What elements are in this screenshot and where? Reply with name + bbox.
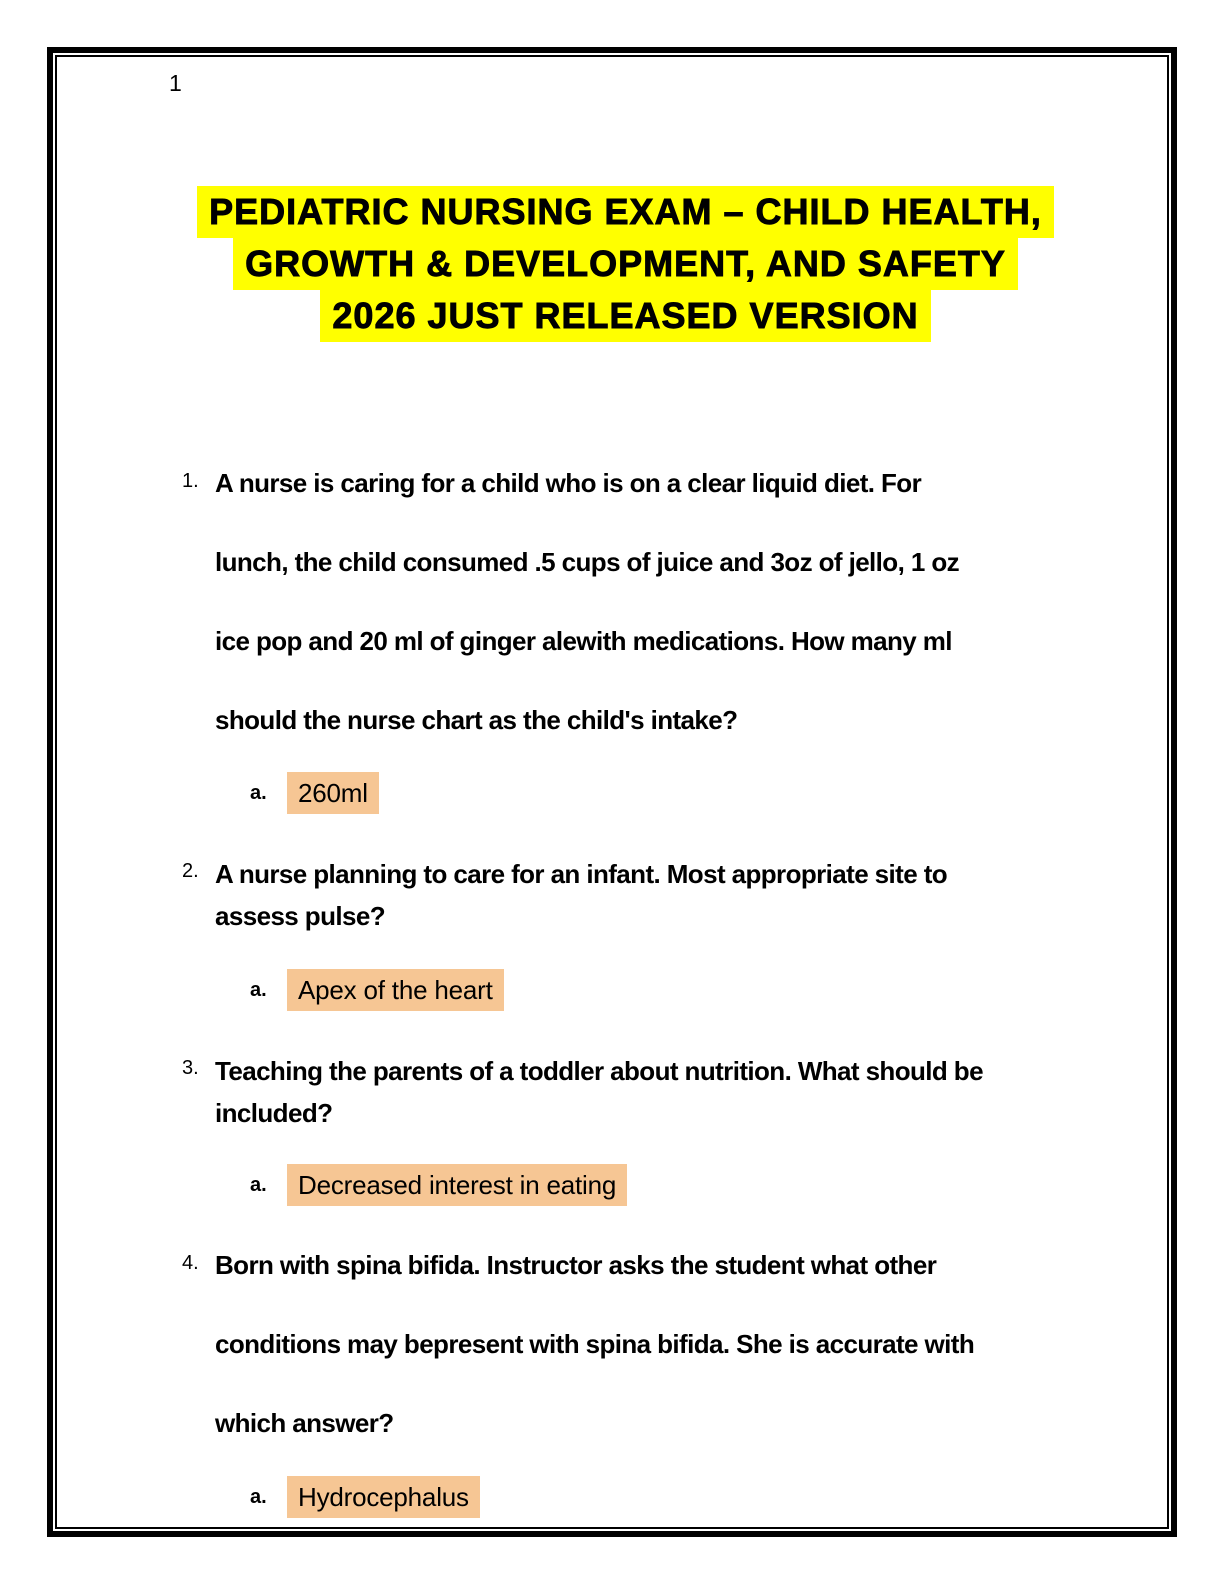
question-text <box>215 1050 1078 1134</box>
answer-3 <box>173 1164 1078 1206</box>
question-text <box>215 1226 1078 1463</box>
question-line: should the nurse chart as the child's intake? <box>215 705 738 735</box>
question-text <box>215 444 1078 760</box>
answer-4 <box>173 1476 1078 1518</box>
answer-highlight: Decreased interest in eating <box>287 1164 627 1206</box>
page-number: 1 <box>169 70 182 96</box>
question-number: 3. <box>182 1057 199 1079</box>
question-number: 1. <box>182 470 199 492</box>
answer-highlight: Apex of the heart <box>287 969 504 1011</box>
question-1 <box>173 444 1078 760</box>
question-number: 2. <box>182 860 199 882</box>
answer-2 <box>173 969 1078 1011</box>
exam-title <box>173 186 1078 342</box>
question-4 <box>173 1226 1078 1463</box>
question-line: A nurse is caring for a child who is on a clear liquid diet. For <box>215 468 922 498</box>
question-line: ice pop and 20 ml of ginger alewith medications. How many ml <box>215 626 952 656</box>
answer-label: a. <box>250 978 267 1001</box>
question-line: Born with spina bifida. Instructor asks the student what other <box>215 1250 937 1280</box>
question-line: conditions may bepresent with spina bifida. She is accurate with <box>215 1329 975 1359</box>
exam-title-line-3 <box>173 290 1078 342</box>
question-line: lunch, the child consumed .5 cups of juice and 3oz of jello, 1 oz <box>215 547 959 577</box>
question-text <box>215 853 1078 937</box>
question-line: A nurse planning to care for an infant. Most appropriate site to <box>215 859 948 889</box>
title-highlight: PEDIATRIC NURSING EXAM – CHILD HEALTH, <box>197 186 1054 238</box>
document-body <box>58 58 1166 1518</box>
answer-label: a. <box>250 1485 267 1508</box>
title-highlight: 2026 JUST RELEASED VERSION <box>320 290 930 342</box>
answer-highlight: Hydrocephalus <box>287 1476 480 1518</box>
answer-label: a. <box>250 781 267 804</box>
question-line: assess pulse? <box>215 901 385 931</box>
question-3 <box>173 1050 1078 1134</box>
question-2 <box>173 853 1078 937</box>
question-line: included? <box>215 1098 333 1128</box>
answer-highlight: 260ml <box>287 772 379 814</box>
answer-label: a. <box>250 1173 267 1196</box>
question-line: which answer? <box>215 1408 394 1438</box>
exam-title-line-2 <box>173 238 1078 290</box>
title-highlight: GROWTH & DEVELOPMENT, AND SAFETY <box>233 238 1018 290</box>
question-line: Teaching the parents of a toddler about nutrition. What should be <box>215 1056 983 1086</box>
answer-1 <box>173 772 1078 814</box>
exam-title-line-1 <box>173 186 1078 238</box>
question-number: 4. <box>182 1252 199 1274</box>
